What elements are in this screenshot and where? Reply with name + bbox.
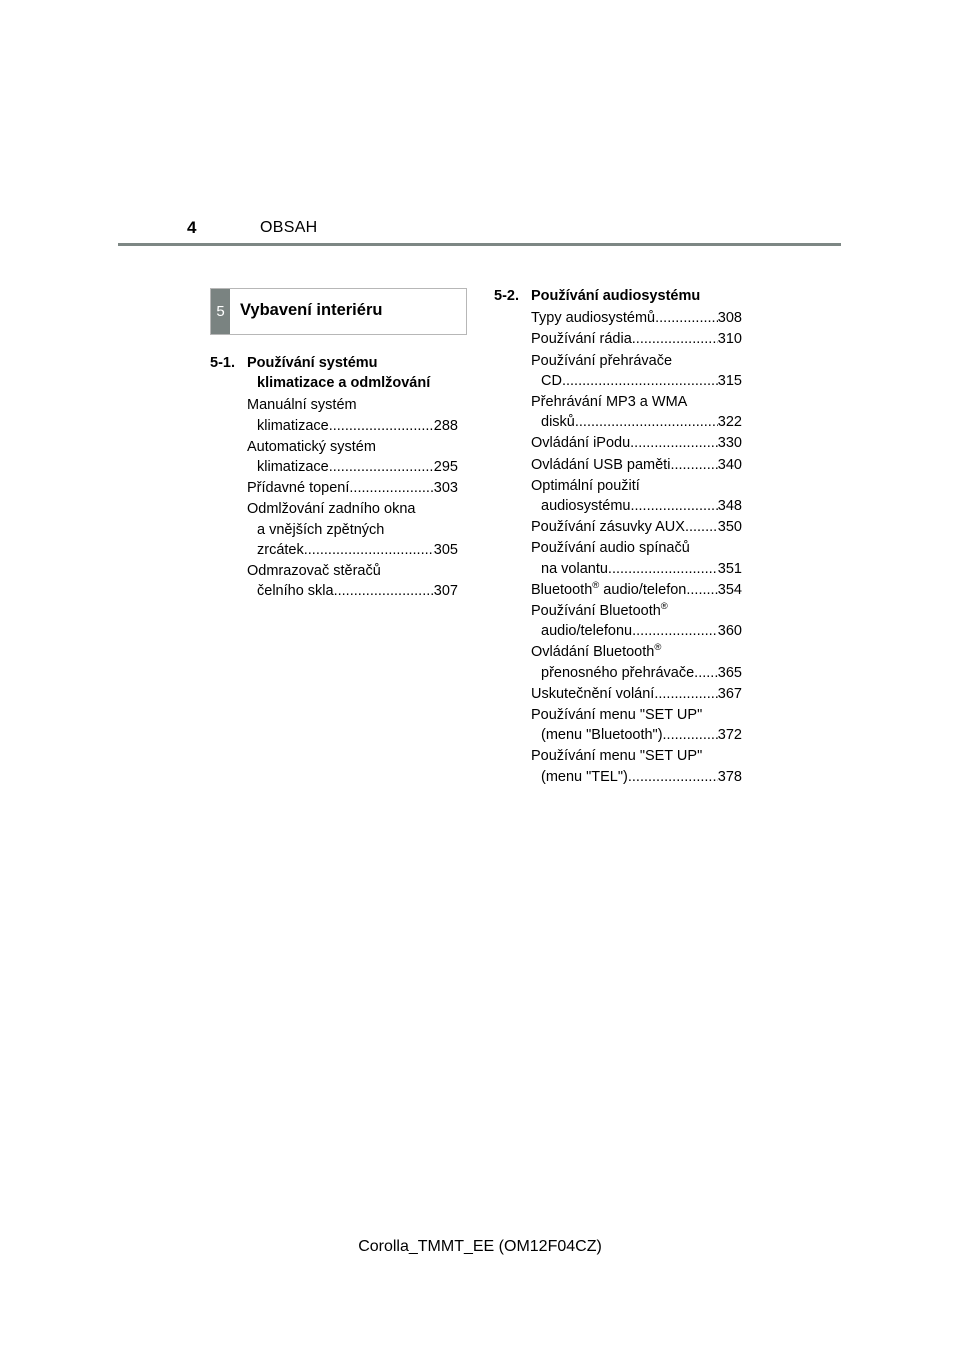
toc-entry[interactable] — [210, 395, 458, 435]
entry-title: Používání audio spínačů — [531, 540, 690, 557]
toc-entry[interactable] — [494, 580, 742, 600]
entry-title: zrcátek — [257, 541, 304, 558]
dot-leader — [663, 725, 718, 745]
dot-leader — [694, 663, 718, 683]
entry-title: na volantu — [541, 560, 608, 577]
page-ref: 372 — [717, 727, 742, 744]
entry-title: Optimální použití — [531, 477, 640, 494]
entry-title: Přehrávání MP3 a WMA — [531, 394, 688, 411]
toc-entry[interactable] — [494, 684, 742, 704]
toc-column-left — [210, 353, 458, 601]
chapter-title: Používání systému — [247, 355, 378, 371]
dot-leader — [304, 540, 434, 560]
entry-title: Používání rádia — [531, 331, 632, 348]
toc-entry[interactable] — [494, 476, 742, 516]
chapter-title: Používání audiosystému — [531, 288, 701, 304]
toc-entry[interactable] — [494, 601, 742, 641]
dot-leader — [562, 371, 718, 391]
dot-leader — [686, 580, 717, 600]
page-ref: 354 — [717, 581, 742, 598]
page-ref: 340 — [717, 456, 742, 473]
entry-title: Typy audiosystémů — [531, 310, 656, 327]
page-ref: 350 — [717, 519, 742, 536]
entry-title: audio/telefonu — [541, 623, 633, 640]
section-tab — [210, 288, 467, 335]
toc-entry[interactable] — [210, 561, 458, 601]
toc-entry[interactable] — [494, 351, 742, 391]
dot-leader — [630, 433, 718, 453]
dot-leader — [685, 517, 718, 537]
toc-entry[interactable] — [494, 705, 742, 745]
toc-entry[interactable] — [494, 642, 742, 682]
footer-model-code: Corolla_TMMT_EE (OM12F04CZ) — [358, 1238, 602, 1255]
entry-title: Přídavné topení — [247, 480, 350, 497]
toc-entry[interactable] — [494, 517, 742, 537]
dot-leader — [349, 478, 433, 498]
registered-mark: ® — [654, 642, 662, 654]
page-ref: 367 — [717, 685, 742, 702]
page-ref: 308 — [717, 310, 742, 327]
page-ref: 351 — [717, 560, 742, 577]
page-ref: 348 — [717, 498, 742, 515]
entry-title: Manuální systém — [247, 397, 357, 414]
dot-leader — [655, 308, 718, 328]
section-number: 5 — [211, 289, 230, 334]
dot-leader — [670, 455, 717, 475]
entry-title: Odmrazovač stěračů — [247, 563, 381, 580]
page-ref: 288 — [433, 417, 458, 434]
page-ref: 307 — [433, 583, 458, 600]
entry-title: a vnějších zpětných — [257, 521, 385, 538]
toc-entry[interactable] — [210, 499, 458, 560]
chapter-heading-5-1[interactable] — [210, 353, 458, 393]
entry-title: Používání menu "SET UP" — [531, 748, 703, 765]
dot-leader — [632, 329, 718, 349]
entry-title: (menu "TEL") — [541, 768, 628, 785]
entry-title: Automatický systém — [247, 438, 376, 455]
entry-title: Ovládání iPodu — [531, 435, 631, 452]
toc-entry[interactable] — [494, 433, 742, 453]
entry-title: Používání menu "SET UP" — [531, 707, 703, 724]
dot-leader — [334, 581, 434, 601]
page-ref: 305 — [433, 541, 458, 558]
chapter-heading-5-2[interactable] — [494, 286, 742, 306]
page-ref: 322 — [717, 414, 742, 431]
entry-title: klimatizace — [257, 459, 329, 476]
entry-title: přenosného přehrávače — [541, 664, 695, 681]
toc-entry[interactable] — [494, 329, 742, 349]
toc-entry[interactable] — [494, 746, 742, 786]
toc-entry[interactable] — [210, 478, 458, 498]
header-divider — [118, 243, 841, 246]
page-ref: 378 — [717, 768, 742, 785]
dot-leader — [630, 496, 717, 516]
toc-column-right — [494, 286, 742, 787]
page-ref: 310 — [717, 331, 742, 348]
toc-entry[interactable] — [494, 392, 742, 432]
section-title: Vybavení interiéru — [240, 301, 383, 319]
entry-title: audiosystému — [541, 498, 631, 515]
dot-leader — [329, 416, 434, 436]
entry-title: klimatizace — [257, 417, 329, 434]
toc-entry[interactable] — [494, 455, 742, 475]
header-title: OBSAH — [260, 219, 318, 236]
entry-title: čelního skla — [257, 583, 334, 600]
page-ref: 365 — [717, 664, 742, 681]
toc-entry[interactable] — [494, 538, 742, 578]
dot-leader — [575, 412, 718, 432]
entry-title: Odmlžování zadního okna — [247, 501, 416, 518]
page-ref: 360 — [717, 623, 742, 640]
dot-leader — [608, 559, 718, 579]
chapter-title: klimatizace a odmlžování — [257, 375, 431, 392]
page-ref: 295 — [433, 459, 458, 476]
page-ref: 315 — [717, 372, 742, 389]
toc-entry[interactable] — [210, 437, 458, 477]
entry-title: Ovládání Bluetooth® — [531, 642, 662, 661]
registered-mark: ® — [660, 601, 668, 613]
entry-title: Používání zásuvky AUX — [531, 519, 685, 536]
entry-title: Uskutečnění volání — [531, 685, 655, 702]
registered-mark: ® — [592, 579, 600, 591]
entry-title: (menu "Bluetooth") — [541, 727, 663, 744]
dot-leader — [628, 767, 718, 787]
entry-title: disků — [541, 414, 575, 431]
dot-leader — [329, 457, 434, 477]
chapter-number: 5-2. — [494, 288, 519, 304]
entry-title: Bluetooth® audio/telefon — [531, 579, 687, 598]
dot-leader — [632, 621, 718, 641]
toc-entry[interactable] — [494, 308, 742, 328]
dot-leader — [654, 684, 717, 704]
page-ref: 330 — [717, 435, 742, 452]
chapter-number: 5-1. — [210, 355, 235, 371]
page-ref: 303 — [433, 480, 458, 497]
entry-title: Používání Bluetooth® — [531, 601, 668, 620]
entry-title: Používání přehrávače — [531, 352, 673, 369]
entry-title: Ovládání USB paměti — [531, 456, 671, 473]
page-number: 4 — [187, 218, 197, 237]
entry-title: CD — [541, 372, 562, 389]
